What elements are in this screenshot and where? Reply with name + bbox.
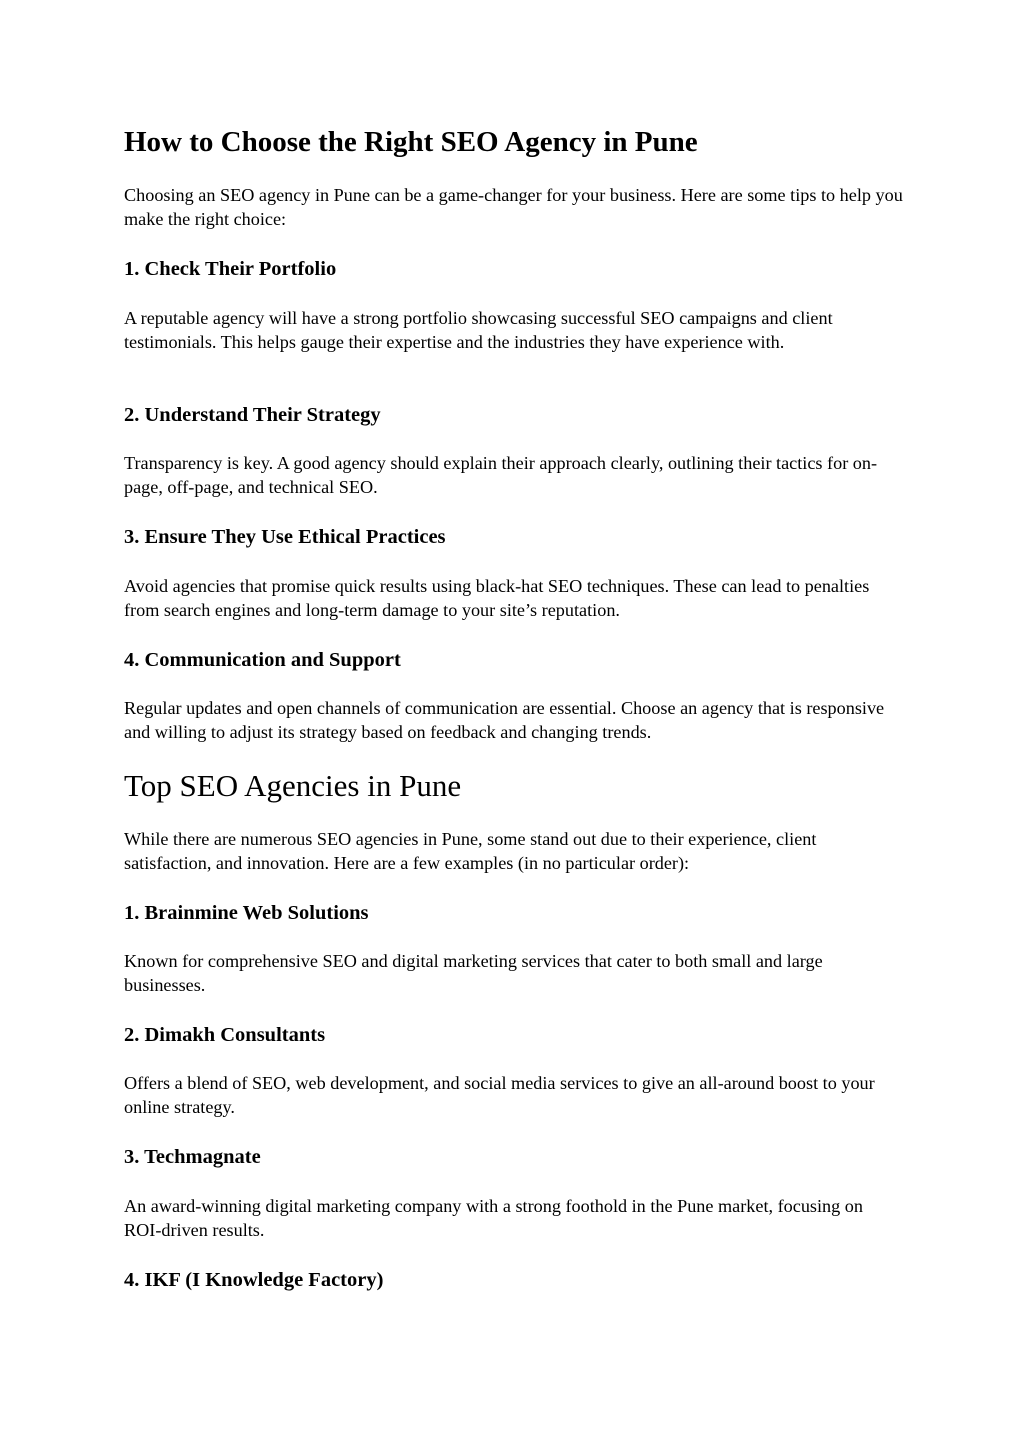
agency-body-techmagnate: An award-winning digital marketing company with a strong foothold in the Pune market, focusing on ROI-driven results. bbox=[124, 1196, 863, 1240]
tip-body-strategy: Transparency is key. A good agency should explain their approach clearly, outlining their tactics for on-page, off-page, and technical SEO. bbox=[124, 453, 878, 497]
section-title-top-agencies: Top SEO Agencies in Pune bbox=[124, 768, 462, 803]
section-intro-paragraph: While there are numerous SEO agencies in Pune, some stand out due to their experience, client satisfaction, and innovation. Here are a few examples (in no particular order): bbox=[124, 829, 817, 873]
agency-body-dimakh: Offers a blend of SEO, web development, and social media services to give an all-around boost to your online strategy. bbox=[124, 1073, 875, 1117]
tip-heading-communication: 4. Communication and Support bbox=[124, 649, 401, 671]
tip-body-portfolio: A reputable agency will have a strong portfolio showcasing successful SEO campaigns and client testimonials. This helps gauge their expertise and the industries they have experience with. bbox=[124, 308, 833, 352]
tip-heading-strategy: 2. Understand Their Strategy bbox=[124, 404, 381, 426]
tip-heading-ethical: 3. Ensure They Use Ethical Practices bbox=[124, 526, 446, 548]
agency-heading-techmagnate: 3. Techmagnate bbox=[124, 1146, 261, 1168]
intro-paragraph: Choosing an SEO agency in Pune can be a game-changer for your business. Here are some tips to help you make the right choice: bbox=[124, 185, 903, 229]
tip-body-ethical: Avoid agencies that promise quick results using black-hat SEO techniques. These can lead to penalties from search engines and long-term damage to your site’s reputation. bbox=[124, 576, 870, 620]
agency-heading-dimakh: 2. Dimakh Consultants bbox=[124, 1024, 326, 1046]
page-title: How to Choose the Right SEO Agency in Pune bbox=[124, 126, 698, 158]
tip-heading-portfolio: 1. Check Their Portfolio bbox=[124, 258, 337, 280]
agency-heading-ikf: 4. IKF (I Knowledge Factory) bbox=[124, 1269, 384, 1291]
agency-heading-brainmine: 1. Brainmine Web Solutions bbox=[124, 902, 369, 924]
tip-body-communication: Regular updates and open channels of communication are essential. Choose an agency that is responsive and willing to adjust its strategy based on feedback and changing trends. bbox=[124, 698, 885, 742]
agency-body-brainmine: Known for comprehensive SEO and digital marketing services that cater to both small and large businesses. bbox=[124, 951, 823, 995]
